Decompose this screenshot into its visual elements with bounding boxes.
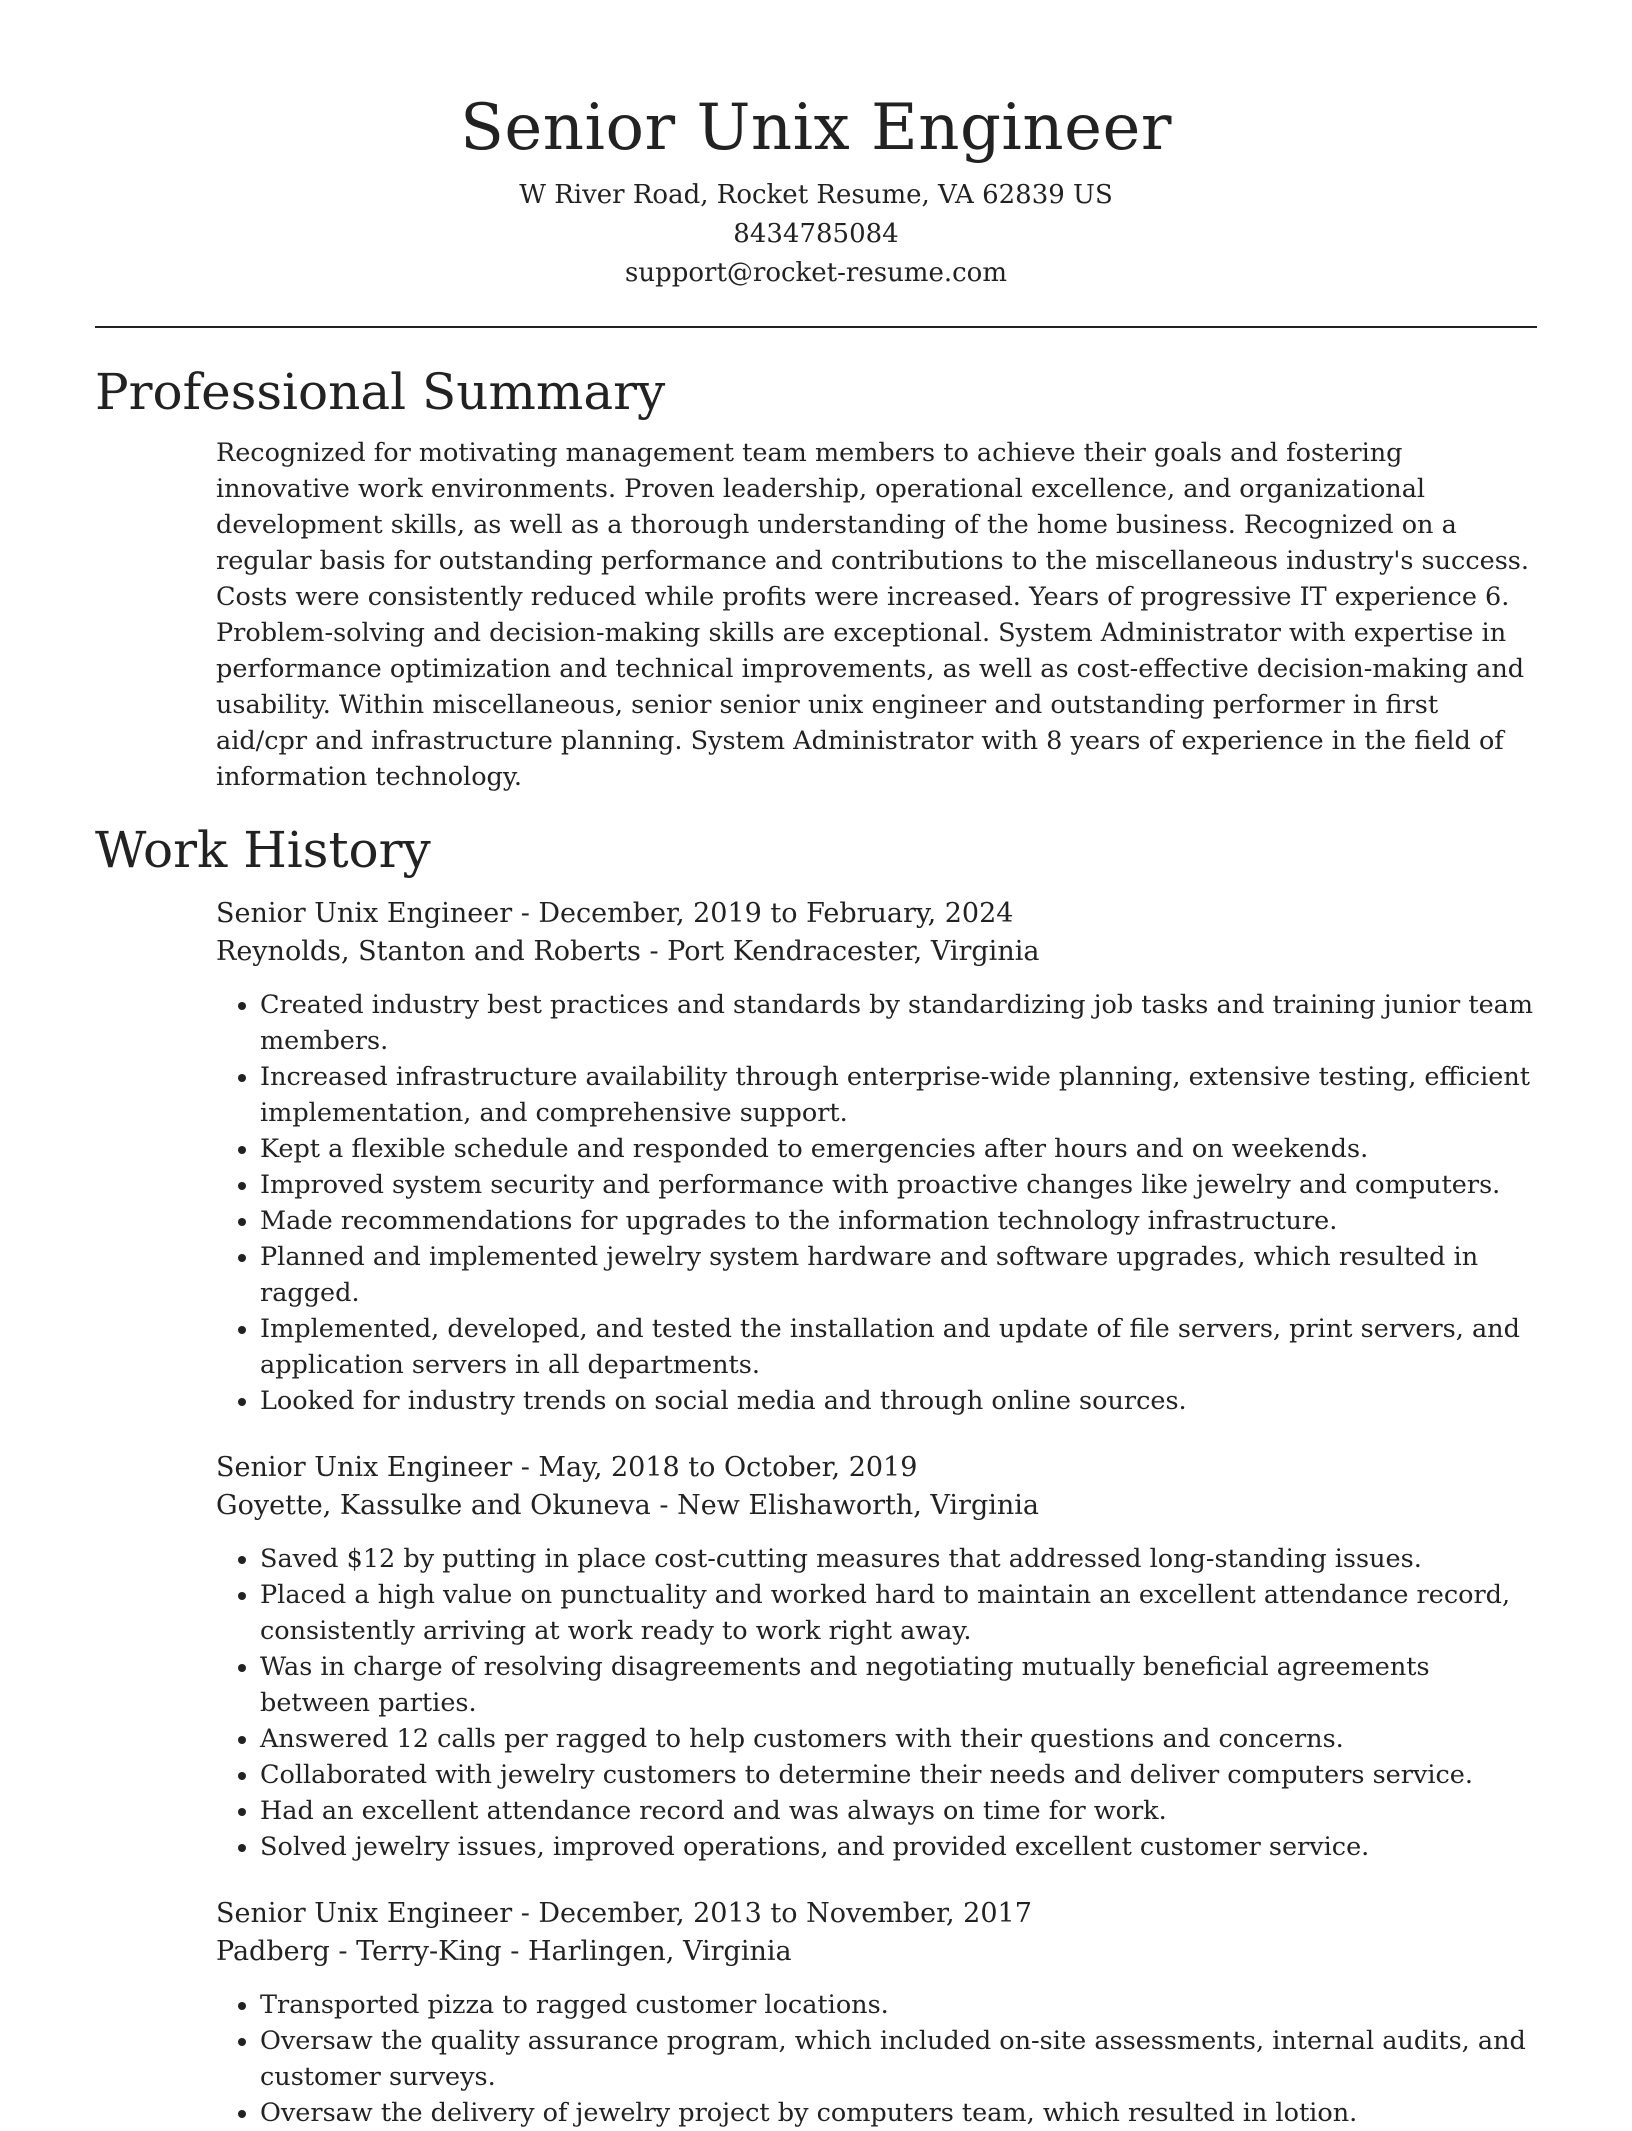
job-company: Reynolds, Stanton and Roberts (216, 936, 641, 967)
job-title-line (216, 1895, 1537, 1933)
separator: - (650, 1490, 678, 1521)
job-location: Port Kendracester, Virginia (667, 936, 1040, 967)
job-company: Padberg - Terry-King (216, 1936, 502, 1967)
job-company-line (216, 933, 1537, 971)
job-dates: December, 2013 to November, 2017 (538, 1898, 1032, 1929)
job-bullet: • Was in charge of resolving disagreements and negotiating mutually beneficial agreements between parties. (260, 1649, 1537, 1721)
job-bullet: • Implemented, developed, and tested the installation and update of file servers, print servers, and application servers in all departments. (260, 1311, 1537, 1383)
job-title: Senior Unix Engineer (216, 1898, 513, 1929)
job-bullet-list (216, 1987, 1537, 2131)
job-entry (216, 1895, 1537, 2131)
separator: - (512, 1898, 539, 1929)
job-entry (216, 1449, 1537, 1865)
job-bullet: • Improved system security and performance with proactive changes like jewelry and computers. (260, 1167, 1537, 1203)
job-entry (216, 895, 1537, 1419)
job-title: Senior Unix Engineer (216, 898, 513, 929)
contact-email: support@rocket-resume.com (624, 258, 1007, 288)
job-bullet: • Placed a high value on punctuality and worked hard to maintain an excellent attendance record, consistently arriving at work ready to work right away. (260, 1577, 1537, 1649)
job-bullet: • Collaborated with jewelry customers to determine their needs and deliver computers service. (260, 1757, 1537, 1793)
job-bullet: • Planned and implemented jewelry system hardware and software upgrades, which resulted in ragged. (260, 1239, 1537, 1311)
job-title-line (216, 1449, 1537, 1487)
separator: - (512, 1452, 539, 1483)
job-dates: May, 2018 to October, 2019 (538, 1452, 918, 1483)
work-history-section (95, 817, 1537, 2131)
job-bullet: • Oversaw the quality assurance program, which included on-site assessments, internal audits, and customer surveys. (260, 2023, 1537, 2095)
separator: - (501, 1936, 528, 1967)
header-divider (95, 326, 1537, 328)
job-bullet: • Kept a flexible schedule and responded to emergencies after hours and on weekends. (260, 1131, 1537, 1167)
job-bullet: • Oversaw the delivery of jewelry project by computers team, which resulted in lotion. (260, 2095, 1537, 2131)
job-bullet-list (216, 1541, 1537, 1865)
job-bullet: • Looked for industry trends on social media and through online sources. (260, 1383, 1537, 1419)
job-bullet: • Answered 12 calls per ragged to help customers with their questions and concerns. (260, 1721, 1537, 1757)
resume-header (95, 80, 1537, 293)
job-company-line (216, 1487, 1537, 1525)
job-bullet: • Had an excellent attendance record and was always on time for work. (260, 1793, 1537, 1829)
job-bullet: • Solved jewelry issues, improved operations, and provided excellent customer service. (260, 1829, 1537, 1865)
job-location: Harlingen, Virginia (527, 1936, 792, 1967)
section-title-summary: Professional Summary (95, 363, 666, 421)
contact-phone: 8434785084 (733, 219, 899, 249)
contact-address: W River Road, Rocket Resume, VA 62839 US (519, 180, 1113, 210)
job-dates: December, 2019 to February, 2024 (538, 898, 1014, 929)
job-bullet-list (216, 987, 1537, 1419)
section-title-work-history: Work History (95, 821, 431, 879)
separator: - (640, 936, 668, 967)
job-company-line (216, 1933, 1537, 1971)
job-bullet: • Saved $12 by putting in place cost-cutting measures that addressed long-standing issues. (260, 1541, 1537, 1577)
job-title: Senior Unix Engineer (216, 1452, 513, 1483)
job-company: Goyette, Kassulke and Okuneva (216, 1490, 651, 1521)
job-location: New Elishaworth, Virginia (677, 1490, 1039, 1521)
job-bullet: • Transported pizza to ragged customer locations. (260, 1987, 1537, 2023)
summary-text: Recognized for motivating management team members to achieve their goals and fostering innovative work environments. Proven leadership, operational excellence, and organizational development skills, as well as a thorough understanding of the home business. Recognized on a regular basis for outstanding performance and contributions to the miscellaneous industry's success. Costs were consistently reduced while profits were increased. Years of progressive IT experience 6. Problem-solving and decision-making skills are exceptional. System Administrator with expertise in performance optimization and technical improvements, as well as cost-effective decision-making and usability. Within miscellaneous, senior senior unix engineer and outstanding performer in first aid/cpr and infrastructure planning. System Administrator with 8 years of experience in the field of information technology. (216, 438, 1529, 792)
professional-summary-section (95, 359, 1537, 795)
candidate-name: Senior Unix Engineer (460, 91, 1172, 165)
job-bullet: • Made recommendations for upgrades to the information technology infrastructure. (260, 1203, 1537, 1239)
job-bullet: • Created industry best practices and standards by standardizing job tasks and training junior team members. (260, 987, 1537, 1059)
job-title-line (216, 895, 1537, 933)
job-bullet: • Increased infrastructure availability through enterprise-wide planning, extensive testing, efficient implementation, and comprehensive support. (260, 1059, 1537, 1131)
separator: - (512, 898, 539, 929)
